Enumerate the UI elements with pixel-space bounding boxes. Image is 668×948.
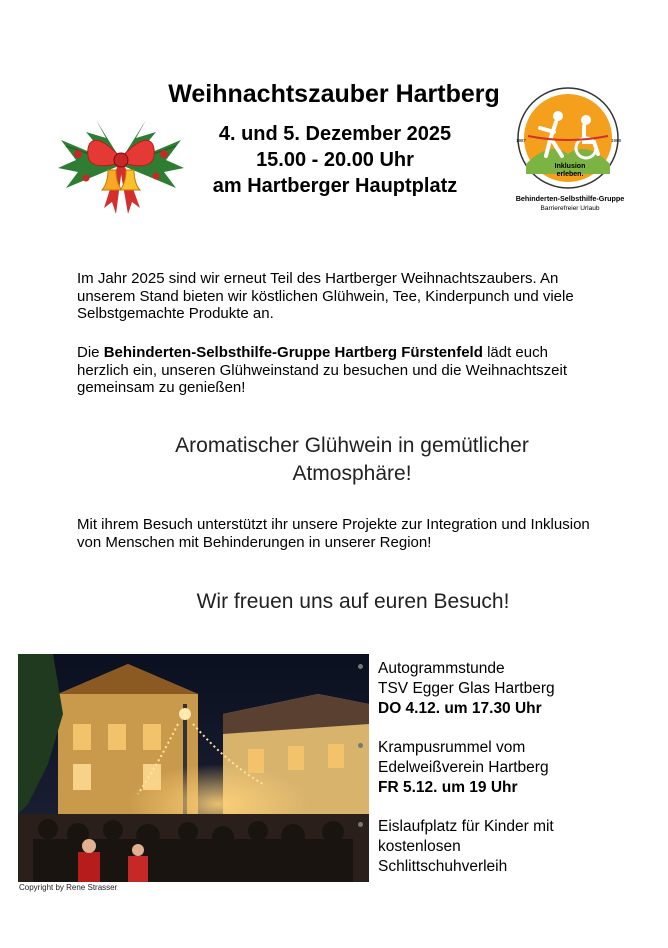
invitation-suffix: lädt euch herzlich ein, unseren Glühweinstand zu besuchen und die Weihnachtszeit gemeinsam zu genießen! — [77, 344, 568, 396]
event-place: am Hartberger Hauptplatz — [212, 175, 458, 197]
logo-year-left: 1987 — [516, 138, 527, 143]
christmas-market-photo — [18, 654, 369, 882]
event-line: Eislaufplatz für Kinder mit — [378, 818, 554, 835]
organization-logo — [510, 84, 630, 216]
logo-text-1: Inklusion — [554, 163, 586, 170]
event-line: Autogrammstunde — [378, 660, 505, 677]
bullet-icon — [358, 743, 363, 748]
logo-year-right: 1988 — [611, 138, 622, 143]
event-details — [170, 121, 500, 199]
event-line: kostenlosen — [378, 838, 461, 855]
christmas-bow-icon — [56, 110, 186, 220]
event-date: FR 5.12. um 19 Uhr — [378, 779, 518, 796]
tagline — [120, 432, 584, 488]
logo-text-2: erleben. — [556, 171, 584, 178]
tagline-line-2: Atmosphäre! — [292, 462, 412, 485]
welcome-message: Wir freuen uns auf euren Besuch! — [196, 590, 510, 613]
event-list — [378, 659, 648, 896]
bullet-icon — [358, 822, 363, 827]
invitation-paragraph — [77, 344, 597, 397]
event-dates: 4. und 5. Dezember 2025 — [218, 123, 452, 145]
event-date: DO 4.12. um 17.30 Uhr — [378, 700, 542, 717]
intro-paragraph: Im Jahr 2025 sind wir erneut Teil des Hartberger Weihnachtszaubers. An unserem Stand bieten wir köstlichen Glühwein, Tee, Kinderpunch und viele Selbstgemachte Produkte an. — [77, 270, 574, 322]
event-line: TSV Egger Glas Hartberg — [378, 680, 555, 697]
list-item — [378, 738, 648, 798]
organization-name: Behinderten-Selbsthilfe-Gruppe Hartberg Fürstenfeld — [103, 344, 483, 361]
invitation-prefix: Die — [77, 344, 104, 361]
logo-subtitle: Barrierefreier Urlaub — [540, 205, 600, 212]
photo-copyright: Copyright by Rene Strasser — [19, 883, 118, 892]
bullet-icon — [358, 664, 363, 669]
support-paragraph: Mit ihrem Besuch unterstützt ihr unsere Projekte zur Integration und Inklusion von Menschen mit Behinderungen in unserer Region! — [77, 516, 590, 551]
list-item — [378, 817, 648, 877]
event-line: Krampusrummel vom — [378, 739, 526, 756]
event-time: 15.00 - 20.00 Uhr — [256, 149, 414, 171]
event-line: Schlittschuhverleih — [378, 858, 508, 875]
logo-org-name: Behinderten-Selbsthilfe-Gruppe — [515, 194, 625, 203]
event-line: Edelweißverein Hartberg — [378, 759, 549, 776]
list-item — [378, 659, 648, 719]
tagline-line-1: Aromatischer Glühwein in gemütlicher — [175, 434, 529, 457]
page-title: Weihnachtszauber Hartberg — [168, 80, 500, 108]
